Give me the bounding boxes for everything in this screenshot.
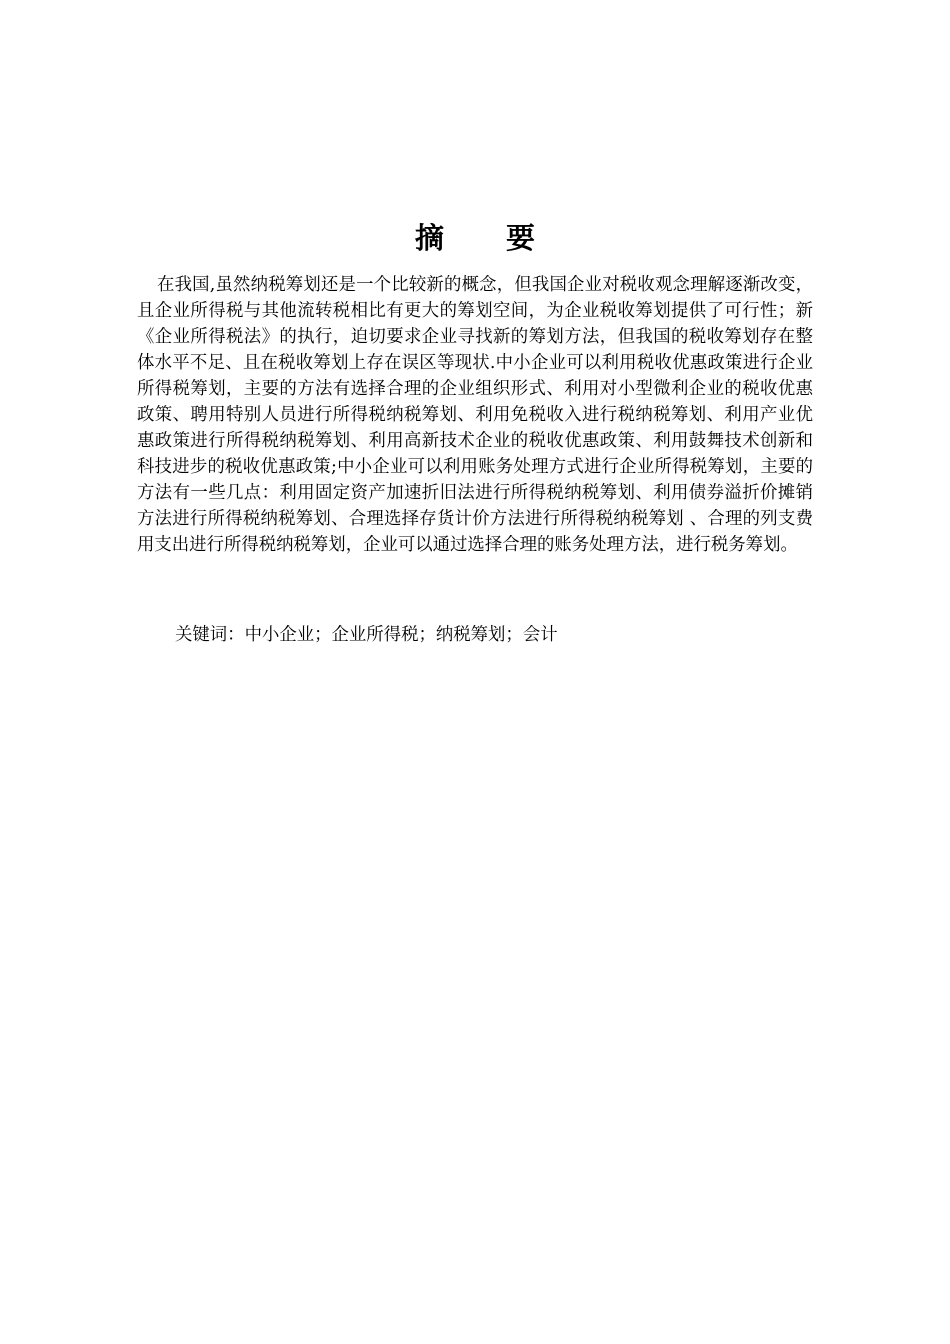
keywords-line: 关键词：中小企业；企业所得税；纳税筹划；会计 bbox=[175, 625, 558, 645]
abstract-body: 在我国,虽然纳税筹划还是一个比较新的概念，但我国企业对税收观念理解逐渐改变，且企业所得税与其他流转税相比有更大的筹划空间，为企业税收筹划提供了可行性；新《企业所得税法》的执行，迫切要求企业寻找新的筹划方法，但我国的税收筹划存在整体水平不足、且在税收筹划上存在误区等现状.中小企业可以利用税收优惠政策进行企业所得税筹划，主要的方法有选择合理的企业组织形式、利用对小型微利企业的税收优惠政策、聘用特别人员进行所得税纳税筹划、利用免税收入进行税纳税筹划、利用产业优惠政策进行所得税纳税筹划、利用高新技术企业的税收优惠政策、利用鼓舞技术创新和科技进步的税收优惠政策;中小企业可以利用账务处理方式进行企业所得税筹划，主要的方法有一些几点：利用固定资产加速折旧法进行所得税纳税筹划、利用债券溢折价摊销方法进行所得税纳税筹划、合理选择存货计价方法进行所得税纳税筹划 、合理的列支费用支出进行所得税纳税筹划，企业可以通过选择合理的账务处理方法，进行税务筹划。 bbox=[137, 275, 813, 555]
abstract-title: 摘 要 bbox=[414, 221, 562, 255]
